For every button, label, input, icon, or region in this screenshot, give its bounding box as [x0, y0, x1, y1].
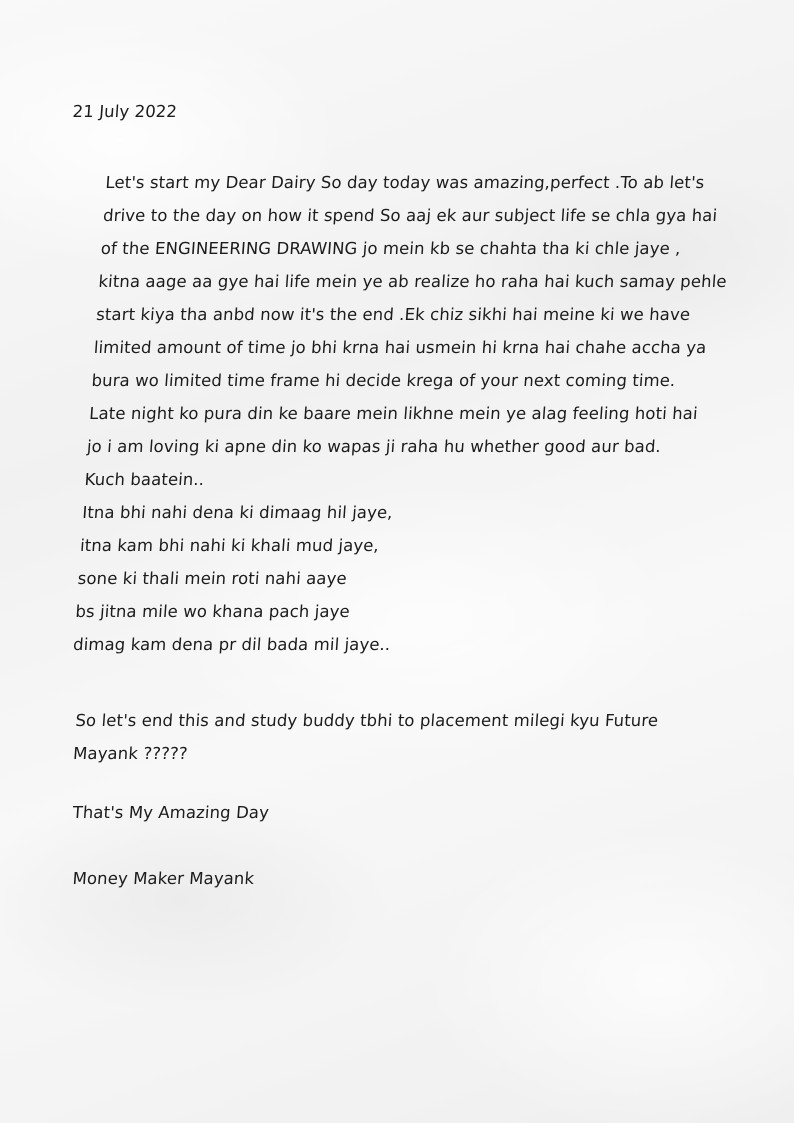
entry-line: limited amount of time jo bhi krna hai usmein hi krna hai chahe accha ya — [93, 338, 708, 357]
poem-line: Itna bhi nahi dena ki dimaag hil jaye, — [81, 503, 394, 522]
entry-line: drive to the day on how it spend So aaj ek aur subject life se chla gya hai — [102, 206, 718, 225]
closing-paragraph — [72, 704, 757, 770]
day-summary: That's My Amazing Day — [72, 803, 270, 822]
entry-line: bura wo limited time frame hi decide krega of your next coming time. — [90, 371, 677, 390]
entry-date: 21 July 2022 — [72, 102, 178, 121]
entry-line: of the ENGINEERING DRAWING jo mein kb se chahta tha ki chle jaye , — [100, 239, 682, 258]
entry-line: Kuch baatein.. — [84, 470, 205, 489]
poem-line: sone ki thali mein roti nahi aaye — [77, 569, 348, 588]
poem-line: itna kam bhi nahi ki khali mud jaye, — [79, 536, 380, 555]
entry-line: Late night ko pura din ke baare mein likhne mein ye alag feeling hoti hai — [88, 404, 699, 423]
closing-line: Mayank ????? — [72, 744, 189, 763]
entry-line: start kiya tha anbd now it's the end .Ek chiz sikhi hai meine ki we have — [95, 305, 691, 324]
closing-line: So let's end this and study buddy tbhi to placement milegi kyu Future — [74, 711, 659, 730]
entry-line: jo i am loving ki apne din ko wapas ji raha hu whether good aur bad. — [86, 437, 662, 456]
entry-line: Let's start my Dear Dairy So day today was amazing,perfect .To ab let's — [104, 173, 705, 192]
entry-line: kitna aage aa gye hai life mein ye ab realize ho raha hai kuch samay pehle — [97, 272, 728, 291]
poem-line: dimag kam dena pr dil bada mil jaye.. — [72, 635, 392, 654]
poem-line: bs jitna mile wo khana pach jaye — [74, 602, 351, 621]
signature: Money Maker Mayank — [72, 869, 255, 888]
entry-body — [72, 166, 787, 661]
